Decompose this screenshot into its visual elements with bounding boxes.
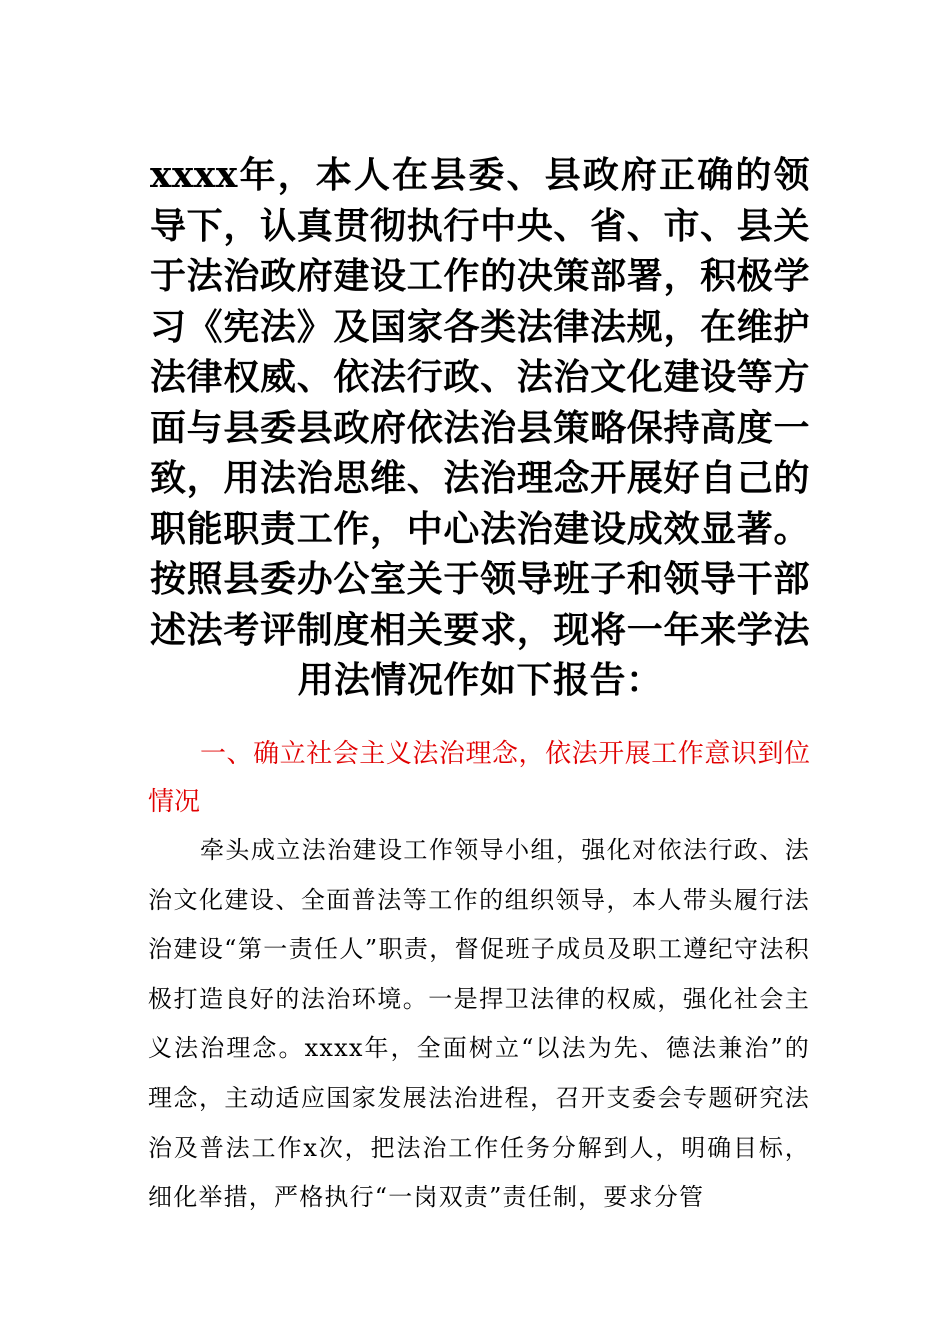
section-body-paragraph: 牵头成立法治建设工作领导小组，强化对依法行政、法治文化建设、全面普法等工作的组织领导，本人带头履行法治建设“第一责任人”职责，督促班子成员及职工遵纪守法积极打造良好的法治环境。一是捍卫法律的权威，强化社会主义法治理念。xxxx年，全面树立“以法为先、德法兼治”的理念，主动适应国家发展法治进程，召开支委会专题研究法治及普法工作x次，把法治工作任务分解到人，明确目标，细化举措，严格执行“一岗双责”责任制，要求分管 <box>148 836 810 1212</box>
intro-paragraph: xxxx年，本人在县委、县政府正确的领导下，认真贯彻执行中央、省、市、县关于法治政府建设工作的决策部署，积极学习《宪法》及国家各类法律法规，在维护法律权威、依法行政、法治文化建设等方面与县委县政府依法治县策略保持高度一致，用法治思维、法治理念开展好自己的职能职责工作，中心法治建设成效显著。按照县委办公室关于领导班子和领导干部述法考评制度相关要求，现将一年来学法用法情况作如下报告： <box>150 154 810 701</box>
section-heading: 一、确立社会主义法治理念，依法开展工作意识到位情况 <box>148 739 810 817</box>
